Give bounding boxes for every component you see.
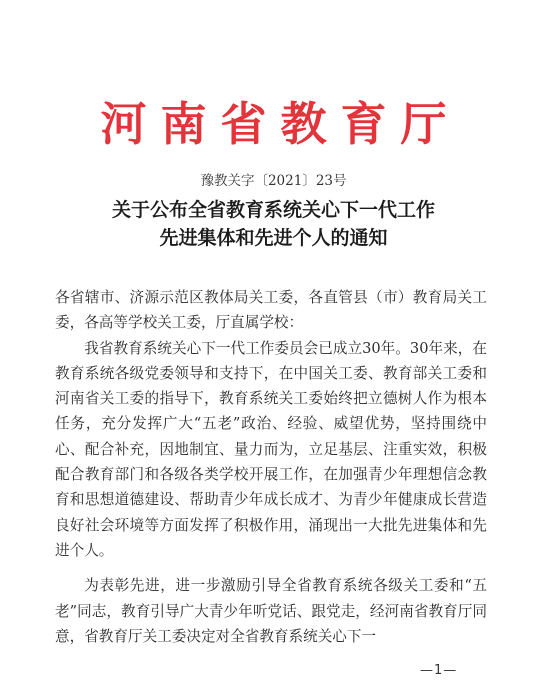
addressee-paragraph: 各省辖市、济源示范区教体局关工委，各直管县（市）教育局关工委，各高等学校关工委，厅直属学校： [55, 289, 487, 332]
document-body [55, 285, 487, 649]
issuer-header: 河南省教育厅 [100, 97, 461, 151]
page-number: —1— [420, 663, 458, 678]
document-number: 豫教关字〔2021〕23号 [200, 173, 347, 189]
document-title [0, 196, 547, 252]
body-paragraph-2: 为表彰先进，进一步激励引导全省教育系统各级关工委和“五老”同志，教育引导广大青少年听党话、跟党走，经河南省教育厅同意，省教育厅关工委决定对全省教育系统关心下一 [55, 577, 487, 645]
title-line-2: 先进集体和先进个人的通知 [159, 227, 388, 249]
body-paragraph-1: 我省教育系统关心下一代工作委员会已成立30年。30年来，在教育系统各级党委领导和支持下，在中国关工委、教育部关工委和河南省关工委的指导下，教育系统关工委始终把立德树人作为根本任务，充分发挥广大“五老”政治、经验、威望优势，坚持围绕中心、配合补充，因地制宜、量力而为，立足基层、注重实效，积极配合教育部门和各级各类学校开展工作，在加强青少年理想信念教育和思想道德建设、帮助青少年成长成才、为青少年健康成长营造良好社会环境等方面发挥了积极作用，涌现出一大批先进集体和先进个人。 [55, 339, 487, 559]
title-line-1: 关于公布全省教育系统关心下一代工作 [111, 199, 435, 221]
